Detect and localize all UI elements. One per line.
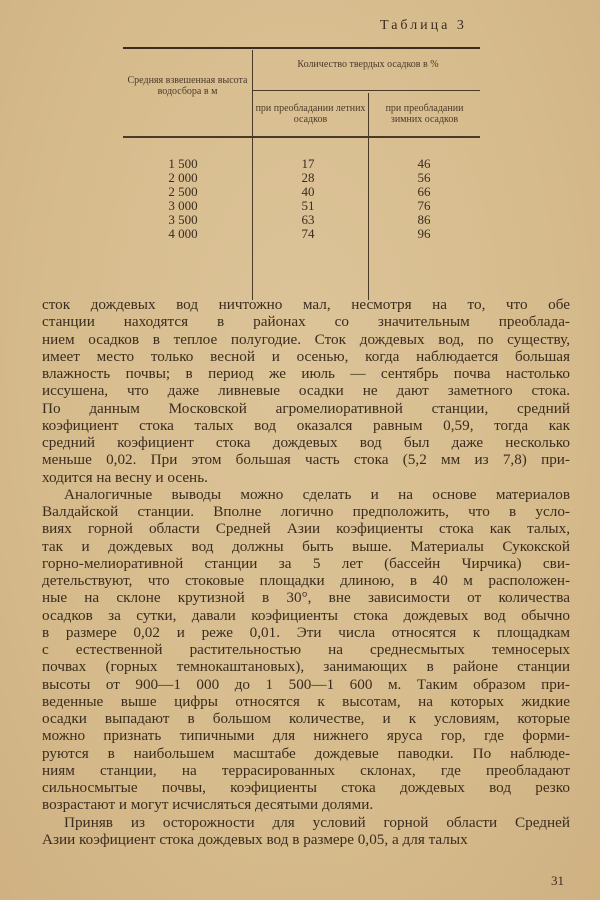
table-cell: 96 [417, 226, 431, 241]
header-rule [123, 136, 480, 138]
table-caption: Таблица 3 [380, 18, 467, 33]
table-cell: 17 [301, 156, 315, 171]
header-height: Средняя взвешенная высота водосбора в м [127, 75, 248, 97]
group-rule [252, 90, 480, 91]
text-line: возрастают и могут исчисляться десятыми долями. [42, 796, 374, 814]
text-line: средний коэфициент стока дождевых вод был даже несколько [42, 434, 570, 451]
text-line: руются в наибольшем масштабе дождевые паводки. По наблюде- [42, 744, 570, 762]
text-line: горно-мелиоративной станции за 5 лет (бассейн Чирчика) сви- [42, 554, 570, 572]
table-cell: 28 [301, 170, 315, 185]
body-text [42, 296, 570, 848]
table-cell: 3 500 [168, 212, 198, 227]
height-column [153, 157, 213, 241]
header-summer: при преобладании летних осадков [255, 103, 366, 125]
text-line: почвах (горных темнокаштановых), занимающих в районе станции [42, 658, 570, 676]
table-cell: 51 [301, 198, 315, 213]
text-line: имеет место только весной и осенью, когда наблюдается большая [42, 347, 570, 365]
text-line: веденные выше цифры относятся к высотам, на которых жидкие [42, 692, 570, 710]
page-number: 31 [551, 873, 564, 888]
text-line: высоты от 900—1 000 до 1 500—1 600 м. Таким образом при- [42, 675, 570, 693]
text-line: так и дождевых вод должны быть выше. Материалы Сукокской [42, 537, 570, 555]
text-line: ходится на весну и осень. [42, 468, 208, 486]
text-line: сток дождевых вод ничтожно мал, несмотря на то, что обе [42, 296, 570, 313]
header-winter: при преобладании зимних осадков [385, 103, 464, 125]
table-cell: 56 [417, 170, 431, 185]
table-cell: 74 [301, 226, 315, 241]
text-line: нием осадков в теплое полугодие. Сток дождевых вод, по существу, [42, 330, 570, 348]
table-cell: 2 000 [168, 170, 198, 185]
header-group: Количество твердых осадков в % [297, 59, 439, 70]
table-cell: 46 [417, 156, 431, 171]
table-top-rule [123, 47, 480, 49]
text-line: Аналогичные выводы можно сделать и на основе материалов [64, 485, 570, 503]
text-line: Приняв из осторожности для условий горной области Средней [64, 813, 570, 831]
text-line: ные на склоне крутизной в 30°, вне зависимости от количества [42, 589, 570, 607]
text-line: можно признать типичными для нижнего яруса гор, где форми- [42, 727, 570, 745]
column-divider [252, 50, 253, 300]
text-line: станции находятся в районах со значительным преоблада- [42, 313, 570, 331]
text-line: осадков за сутки, давали коэфициенты стока дождевых вод обычно [42, 606, 570, 624]
text-line: меньше 0,02. При этом большая часть стока (5,2 мм из 7,8) при- [42, 451, 570, 469]
text-line: виях горной области Средней Азии коэфициенты стока как талых, [42, 520, 570, 538]
table-cell: 3 000 [168, 198, 198, 213]
table-cell: 66 [417, 184, 431, 199]
text-line: ниям станции, на террасированных склонах, где преобладают [42, 761, 570, 779]
table-cell: 40 [301, 184, 315, 199]
text-line: Азии коэфициент стока дождевых вод в размере 0,05, а для талых [42, 830, 468, 848]
table-cell: 4 000 [168, 226, 198, 241]
text-line: влажность почвы; в период же июль — сентябрь почва настолько [42, 365, 570, 382]
text-line: в размере 0,02 и реже 0,01. Эти числа относятся к площадкам [42, 623, 570, 641]
table-cell: 2 500 [168, 184, 198, 199]
table-cell: 1 500 [168, 156, 198, 171]
text-line: детельствуют, что стоковые площадки длиною, в 40 м расположен- [42, 572, 570, 589]
table-cell: 63 [301, 212, 315, 227]
summer-column [283, 157, 333, 241]
text-line: коэфициент стока талых вод оказался равным 0,59, тогда как [42, 416, 570, 434]
text-line: осадки выпадают в большом количестве, и к условиям, которые [42, 710, 570, 727]
table-cell: 76 [417, 198, 431, 213]
text-line: иссушена, что даже ливневые осадки не дают заметного стока. [42, 382, 570, 400]
text-line: По данным Московской агромелиоративной станции, средний [42, 399, 570, 417]
text-line: сильносмытые почвы, коэфициенты стока дождевых вод резко [42, 779, 570, 796]
text-line: с естественной растительностью на среднесмытых темносерых [42, 641, 570, 658]
table-cell: 86 [417, 212, 431, 227]
text-line: Валдайской станции. Вполне логично предположить, что в усло- [42, 503, 570, 520]
winter-column [399, 157, 449, 241]
